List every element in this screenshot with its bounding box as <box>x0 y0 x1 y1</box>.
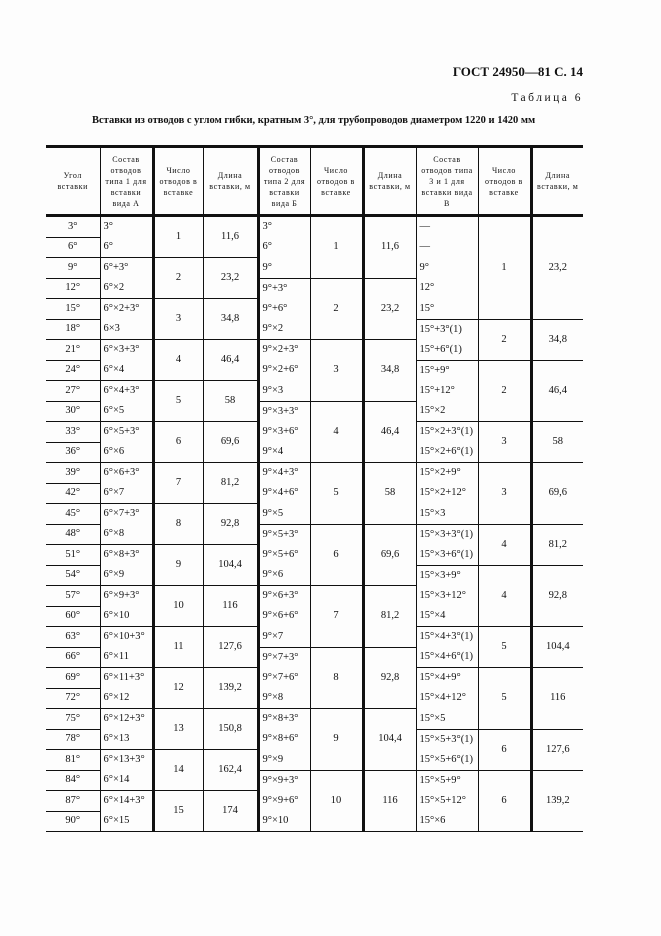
composition-b-cell: 9°×6+3° <box>258 586 310 607</box>
angle-cell: 45° <box>46 504 100 525</box>
length-c-cell: 104,4 <box>531 627 583 668</box>
column-header: Длина вставки, м <box>531 147 583 216</box>
angle-cell: 66° <box>46 647 100 668</box>
count-a-cell: 13 <box>153 709 203 750</box>
column-header: Число отводов в вставке <box>478 147 531 216</box>
count-a-cell: 9 <box>153 545 203 586</box>
count-c-cell: 5 <box>478 668 531 730</box>
count-a-cell: 4 <box>153 340 203 381</box>
composition-c-cell: 12° <box>416 278 478 299</box>
composition-a-cell: 6°+3° <box>100 258 153 279</box>
composition-c-cell: 15°×2+3°(1) <box>416 422 478 443</box>
composition-b-cell: 9°×2+3° <box>258 340 310 361</box>
angle-cell: 21° <box>46 340 100 361</box>
length-b-cell: 104,4 <box>363 709 416 771</box>
angle-cell: 81° <box>46 750 100 771</box>
length-c-cell: 69,6 <box>531 463 583 525</box>
composition-a-cell: 6×3 <box>100 319 153 340</box>
count-b-cell: 10 <box>310 770 363 832</box>
count-a-cell: 15 <box>153 791 203 832</box>
count-b-cell: 6 <box>310 524 363 586</box>
angle-cell: 63° <box>46 627 100 648</box>
composition-b-cell: 9°×7+3° <box>258 647 310 668</box>
angle-cell: 12° <box>46 278 100 299</box>
angle-cell: 57° <box>46 586 100 607</box>
column-header: Состав отводов типа 3 и 1 для вставки вида В <box>416 147 478 216</box>
count-c-cell: 3 <box>478 422 531 463</box>
count-a-cell: 10 <box>153 586 203 627</box>
composition-b-cell: 3° <box>258 216 310 238</box>
composition-a-cell: 6°×6 <box>100 442 153 463</box>
composition-c-cell: 15°×4 <box>416 606 478 627</box>
composition-b-cell: 9°×8+3° <box>258 709 310 730</box>
composition-c-cell: 15°×3+9° <box>416 565 478 586</box>
length-b-cell: 58 <box>363 463 416 525</box>
table-label: Таблица 6 <box>511 92 583 104</box>
length-b-cell: 34,8 <box>363 340 416 402</box>
length-c-cell: 34,8 <box>531 319 583 360</box>
angle-cell: 36° <box>46 442 100 463</box>
angle-cell: 84° <box>46 770 100 791</box>
composition-a-cell: 6°×15 <box>100 811 153 832</box>
composition-c-cell: 15°×4+12° <box>416 688 478 709</box>
composition-b-cell: 9°×3+3° <box>258 401 310 422</box>
composition-b-cell: 9°×5+3° <box>258 524 310 545</box>
composition-c-cell: 15°×5+3°(1) <box>416 729 478 750</box>
length-b-cell: 69,6 <box>363 524 416 586</box>
column-header: Длина вставки, м <box>203 147 258 216</box>
composition-a-cell: 6°×10+3° <box>100 627 153 648</box>
count-c-cell: 6 <box>478 729 531 770</box>
composition-a-cell: 6°×7+3° <box>100 504 153 525</box>
composition-b-cell: 9°×3+6° <box>258 422 310 443</box>
count-a-cell: 11 <box>153 627 203 668</box>
angle-cell: 27° <box>46 381 100 402</box>
composition-b-cell: 9°×2 <box>258 319 310 340</box>
angle-cell: 15° <box>46 299 100 320</box>
composition-b-cell: 9°+3° <box>258 278 310 299</box>
composition-a-cell: 3° <box>100 216 153 238</box>
composition-c-cell: 15°×4+6°(1) <box>416 647 478 668</box>
composition-a-cell: 6°×4 <box>100 360 153 381</box>
length-a-cell: 23,2 <box>203 258 258 299</box>
composition-b-cell: 9°×8 <box>258 688 310 709</box>
length-b-cell: 46,4 <box>363 401 416 463</box>
angle-cell: 33° <box>46 422 100 443</box>
composition-a-cell: 6°×10 <box>100 606 153 627</box>
document-reference: ГОСТ 24950—81 С. 14 <box>452 64 583 79</box>
composition-c-cell: 15°×4+3°(1) <box>416 627 478 648</box>
length-a-cell: 139,2 <box>203 668 258 709</box>
composition-a-cell: 6°×8+3° <box>100 545 153 566</box>
length-a-cell: 116 <box>203 586 258 627</box>
angle-cell: 75° <box>46 709 100 730</box>
count-c-cell: 6 <box>478 770 531 832</box>
count-c-cell: 1 <box>478 216 531 320</box>
composition-b-cell: 9°×4 <box>258 442 310 463</box>
angle-cell: 30° <box>46 401 100 422</box>
length-c-cell: 127,6 <box>531 729 583 770</box>
length-a-cell: 46,4 <box>203 340 258 381</box>
composition-a-cell: 6°×8 <box>100 524 153 545</box>
length-c-cell: 23,2 <box>531 216 583 320</box>
composition-b-cell: 9° <box>258 258 310 279</box>
table-row <box>46 770 583 791</box>
length-b-cell: 116 <box>363 770 416 832</box>
count-a-cell: 12 <box>153 668 203 709</box>
length-a-cell: 104,4 <box>203 545 258 586</box>
composition-c-cell: 15° <box>416 299 478 320</box>
length-c-cell: 81,2 <box>531 524 583 565</box>
composition-a-cell: 6° <box>100 237 153 258</box>
count-a-cell: 5 <box>153 381 203 422</box>
composition-b-cell: 6° <box>258 237 310 258</box>
table-title: Вставки из отводов с углом гибки, кратным 3°, для трубопроводов диаметром 1220 и 1420 мм <box>92 115 536 126</box>
composition-b-cell: 9°×2+6° <box>258 360 310 381</box>
length-b-cell: 11,6 <box>363 216 416 279</box>
count-a-cell: 1 <box>153 216 203 258</box>
angle-cell: 60° <box>46 606 100 627</box>
count-b-cell: 5 <box>310 463 363 525</box>
composition-c-cell: 15°×3+12° <box>416 586 478 607</box>
count-b-cell: 3 <box>310 340 363 402</box>
count-c-cell: 3 <box>478 463 531 525</box>
composition-b-cell: 9°×3 <box>258 381 310 402</box>
composition-c-cell: 15°×3 <box>416 504 478 525</box>
count-c-cell: 5 <box>478 627 531 668</box>
table-row <box>46 524 583 545</box>
composition-c-cell: 15°×2+9° <box>416 463 478 484</box>
column-header: Состав отводов типа 1 для вставки вида А <box>100 147 153 216</box>
count-b-cell: 7 <box>310 586 363 648</box>
composition-c-cell: 15°+9° <box>416 360 478 381</box>
composition-c-cell: 15°×3+3°(1) <box>416 524 478 545</box>
composition-b-cell: 9°×10 <box>258 811 310 832</box>
composition-c-cell: 15°×4+9° <box>416 668 478 689</box>
length-a-cell: 127,6 <box>203 627 258 668</box>
length-a-cell: 174 <box>203 791 258 832</box>
composition-a-cell: 6°×4+3° <box>100 381 153 402</box>
count-b-cell: 4 <box>310 401 363 463</box>
composition-a-cell: 6°×14 <box>100 770 153 791</box>
composition-b-cell: 9°×8+6° <box>258 729 310 750</box>
length-c-cell: 46,4 <box>531 360 583 422</box>
composition-c-cell: 15°×2 <box>416 401 478 422</box>
length-b-cell: 81,2 <box>363 586 416 648</box>
composition-b-cell: 9°×7 <box>258 627 310 648</box>
length-a-cell: 69,6 <box>203 422 258 463</box>
table-row <box>46 463 583 484</box>
composition-c-cell: 15°×5+12° <box>416 791 478 812</box>
length-a-cell: 92,8 <box>203 504 258 545</box>
composition-a-cell: 6°×12+3° <box>100 709 153 730</box>
inserts-table <box>46 145 583 832</box>
column-header: Число отводов в вставке <box>310 147 363 216</box>
length-a-cell: 162,4 <box>203 750 258 791</box>
length-a-cell: 34,8 <box>203 299 258 340</box>
length-c-cell: 58 <box>531 422 583 463</box>
composition-a-cell: 6°×5+3° <box>100 422 153 443</box>
composition-c-cell: 15°+6°(1) <box>416 340 478 361</box>
composition-c-cell: 15°×2+12° <box>416 483 478 504</box>
count-c-cell: 4 <box>478 524 531 565</box>
composition-c-cell: 15°×5+9° <box>416 770 478 791</box>
composition-b-cell: 9°×5+6° <box>258 545 310 566</box>
composition-c-cell: 15°×3+6°(1) <box>416 545 478 566</box>
length-a-cell: 150,8 <box>203 709 258 750</box>
composition-a-cell: 6°×9 <box>100 565 153 586</box>
angle-cell: 87° <box>46 791 100 812</box>
angle-cell: 39° <box>46 463 100 484</box>
composition-c-cell: 15°×5 <box>416 709 478 730</box>
composition-b-cell: 9°×9+3° <box>258 770 310 791</box>
composition-b-cell: 9°+6° <box>258 299 310 320</box>
length-a-cell: 81,2 <box>203 463 258 504</box>
composition-c-cell: — <box>416 237 478 258</box>
composition-a-cell: 6°×2+3° <box>100 299 153 320</box>
column-header: Состав отводов типа 2 для вставки вида Б <box>258 147 310 216</box>
angle-cell: 24° <box>46 360 100 381</box>
composition-c-cell: 15°×6 <box>416 811 478 832</box>
column-header: Угол вставки <box>46 147 100 216</box>
count-a-cell: 3 <box>153 299 203 340</box>
angle-cell: 9° <box>46 258 100 279</box>
count-b-cell: 1 <box>310 216 363 279</box>
composition-c-cell: 9° <box>416 258 478 279</box>
angle-cell: 6° <box>46 237 100 258</box>
count-b-cell: 9 <box>310 709 363 771</box>
count-a-cell: 8 <box>153 504 203 545</box>
composition-b-cell: 9°×6+6° <box>258 606 310 627</box>
angle-cell: 69° <box>46 668 100 689</box>
count-c-cell: 4 <box>478 565 531 627</box>
composition-a-cell: 6°×7 <box>100 483 153 504</box>
composition-b-cell: 9°×4+3° <box>258 463 310 484</box>
count-a-cell: 7 <box>153 463 203 504</box>
length-c-cell: 116 <box>531 668 583 730</box>
composition-b-cell: 9°×5 <box>258 504 310 525</box>
composition-b-cell: 9°×6 <box>258 565 310 586</box>
composition-a-cell: 6°×6+3° <box>100 463 153 484</box>
count-c-cell: 2 <box>478 360 531 422</box>
composition-a-cell: 6°×11 <box>100 647 153 668</box>
composition-b-cell: 9°×9+6° <box>258 791 310 812</box>
count-c-cell: 2 <box>478 319 531 360</box>
angle-cell: 90° <box>46 811 100 832</box>
composition-b-cell: 9°×7+6° <box>258 668 310 689</box>
composition-a-cell: 6°×14+3° <box>100 791 153 812</box>
composition-b-cell: 9°×4+6° <box>258 483 310 504</box>
composition-a-cell: 6°×13+3° <box>100 750 153 771</box>
angle-cell: 3° <box>46 216 100 238</box>
angle-cell: 42° <box>46 483 100 504</box>
composition-a-cell: 6°×5 <box>100 401 153 422</box>
composition-c-cell: 15°×2+6°(1) <box>416 442 478 463</box>
table-row <box>46 216 583 238</box>
count-b-cell: 8 <box>310 647 363 709</box>
angle-cell: 48° <box>46 524 100 545</box>
count-a-cell: 14 <box>153 750 203 791</box>
length-a-cell: 11,6 <box>203 216 258 258</box>
column-header: Длина вставки, м <box>363 147 416 216</box>
composition-c-cell: 15°×5+6°(1) <box>416 750 478 771</box>
length-c-cell: 139,2 <box>531 770 583 832</box>
length-a-cell: 58 <box>203 381 258 422</box>
composition-c-cell: — <box>416 216 478 238</box>
count-a-cell: 6 <box>153 422 203 463</box>
angle-cell: 18° <box>46 319 100 340</box>
composition-a-cell: 6°×12 <box>100 688 153 709</box>
composition-c-cell: 15°+12° <box>416 381 478 402</box>
composition-a-cell: 6°×3+3° <box>100 340 153 361</box>
composition-a-cell: 6°×2 <box>100 278 153 299</box>
composition-b-cell: 9°×9 <box>258 750 310 771</box>
angle-cell: 78° <box>46 729 100 750</box>
angle-cell: 51° <box>46 545 100 566</box>
count-b-cell: 2 <box>310 278 363 340</box>
composition-a-cell: 6°×13 <box>100 729 153 750</box>
angle-cell: 72° <box>46 688 100 709</box>
length-b-cell: 23,2 <box>363 278 416 340</box>
length-c-cell: 92,8 <box>531 565 583 627</box>
length-b-cell: 92,8 <box>363 647 416 709</box>
count-a-cell: 2 <box>153 258 203 299</box>
composition-c-cell: 15°+3°(1) <box>416 319 478 340</box>
angle-cell: 54° <box>46 565 100 586</box>
column-header: Число отводов в вставке <box>153 147 203 216</box>
composition-a-cell: 6°×11+3° <box>100 668 153 689</box>
composition-a-cell: 6°×9+3° <box>100 586 153 607</box>
